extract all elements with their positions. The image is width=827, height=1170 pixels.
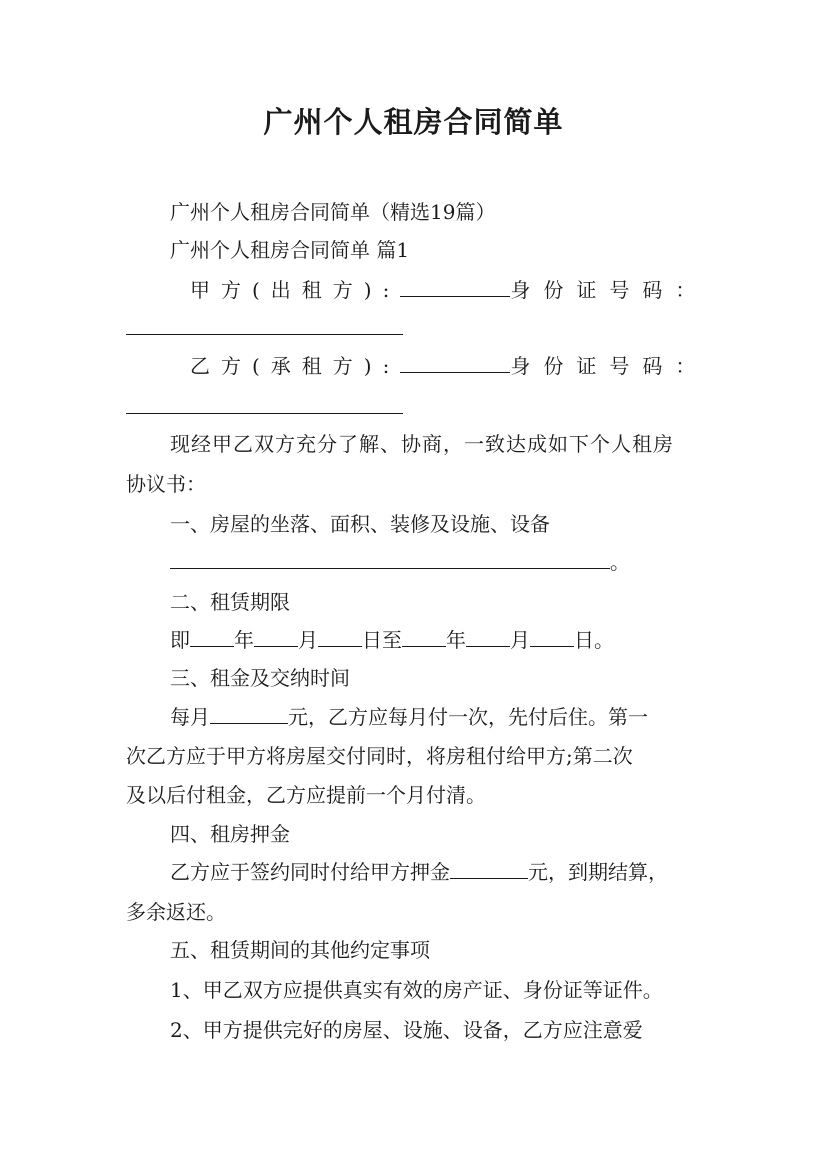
start-day-unit: 日至 [362, 628, 402, 652]
party-b-id-blank [126, 413, 403, 414]
deposit-amount-blank [450, 858, 528, 879]
section-2-heading: 二、租赁期限 [170, 590, 290, 614]
end-day-unit: 日。 [574, 628, 614, 652]
party-a-name-blank [400, 276, 510, 297]
section-5-item-2: 2、甲方提供完好的房屋、设施、设备，乙方应注意爱 [170, 1018, 643, 1042]
party-b-name-blank [400, 352, 510, 373]
start-year-blank [190, 626, 234, 647]
deposit-suffix: 元，到期结算， [528, 860, 668, 884]
section-1-period: 。 [610, 550, 630, 574]
section-1-blank-line [170, 548, 630, 576]
rent-amount-blank [210, 703, 288, 724]
rent-prefix: 每月 [170, 705, 210, 729]
start-year-unit: 年 [234, 628, 254, 652]
section-5-heading: 五、租赁期间的其他约定事项 [170, 938, 430, 962]
end-month-blank [466, 626, 510, 647]
party-b-label: 乙方(承租方): [190, 354, 401, 378]
document-title: 广州个人租房合同简单 [263, 105, 564, 139]
end-day-blank [530, 626, 574, 647]
term-prefix: 即 [170, 628, 190, 652]
intro-line-1: 现经甲乙双方充分了解、协商，一致达成如下个人租房 [170, 432, 674, 456]
section-3-line-2: 次乙方应于甲方将房屋交付同时，将房租付给甲方;第二次 [126, 744, 633, 768]
start-month-unit: 月 [298, 628, 318, 652]
party-b-id-label: 身份证号码： [510, 354, 709, 378]
section-4-line-2: 多余返还。 [126, 900, 226, 924]
section-2-term [170, 626, 614, 654]
party-b-row [190, 352, 709, 380]
section-4-heading: 四、租房押金 [170, 822, 290, 846]
deposit-prefix: 乙方应于签约同时付给甲方押金 [170, 860, 450, 884]
party-a-row [190, 276, 709, 304]
section-3-heading: 三、租金及交纳时间 [170, 666, 350, 690]
chapter-heading: 广州个人租房合同简单 篇1 [170, 238, 410, 262]
start-month-blank [254, 626, 298, 647]
intro-line-2: 协议书： [126, 472, 206, 496]
section-5-item-1: 1、甲乙双方应提供真实有效的房产证、身份证等证件。 [170, 978, 663, 1002]
section-3-line-3: 及以后付租金，乙方应提前一个月付清。 [126, 783, 486, 807]
section-4-line-1 [170, 858, 668, 886]
party-a-label: 甲方(出租方): [190, 278, 401, 302]
section-1-heading: 一、房屋的坐落、面积、装修及设施、设备 [170, 512, 550, 536]
rent-suffix: 元，乙方应每月付一次，先付后住。第一 [288, 705, 648, 729]
party-a-id-blank [126, 334, 403, 335]
location-blank [170, 548, 610, 569]
end-month-unit: 月 [510, 628, 530, 652]
section-3-line-1 [170, 703, 648, 731]
end-year-blank [402, 626, 446, 647]
party-a-id-label: 身份证号码： [510, 278, 709, 302]
start-day-blank [318, 626, 362, 647]
end-year-unit: 年 [446, 628, 466, 652]
subtitle: 广州个人租房合同简单（精选19篇） [170, 200, 496, 224]
